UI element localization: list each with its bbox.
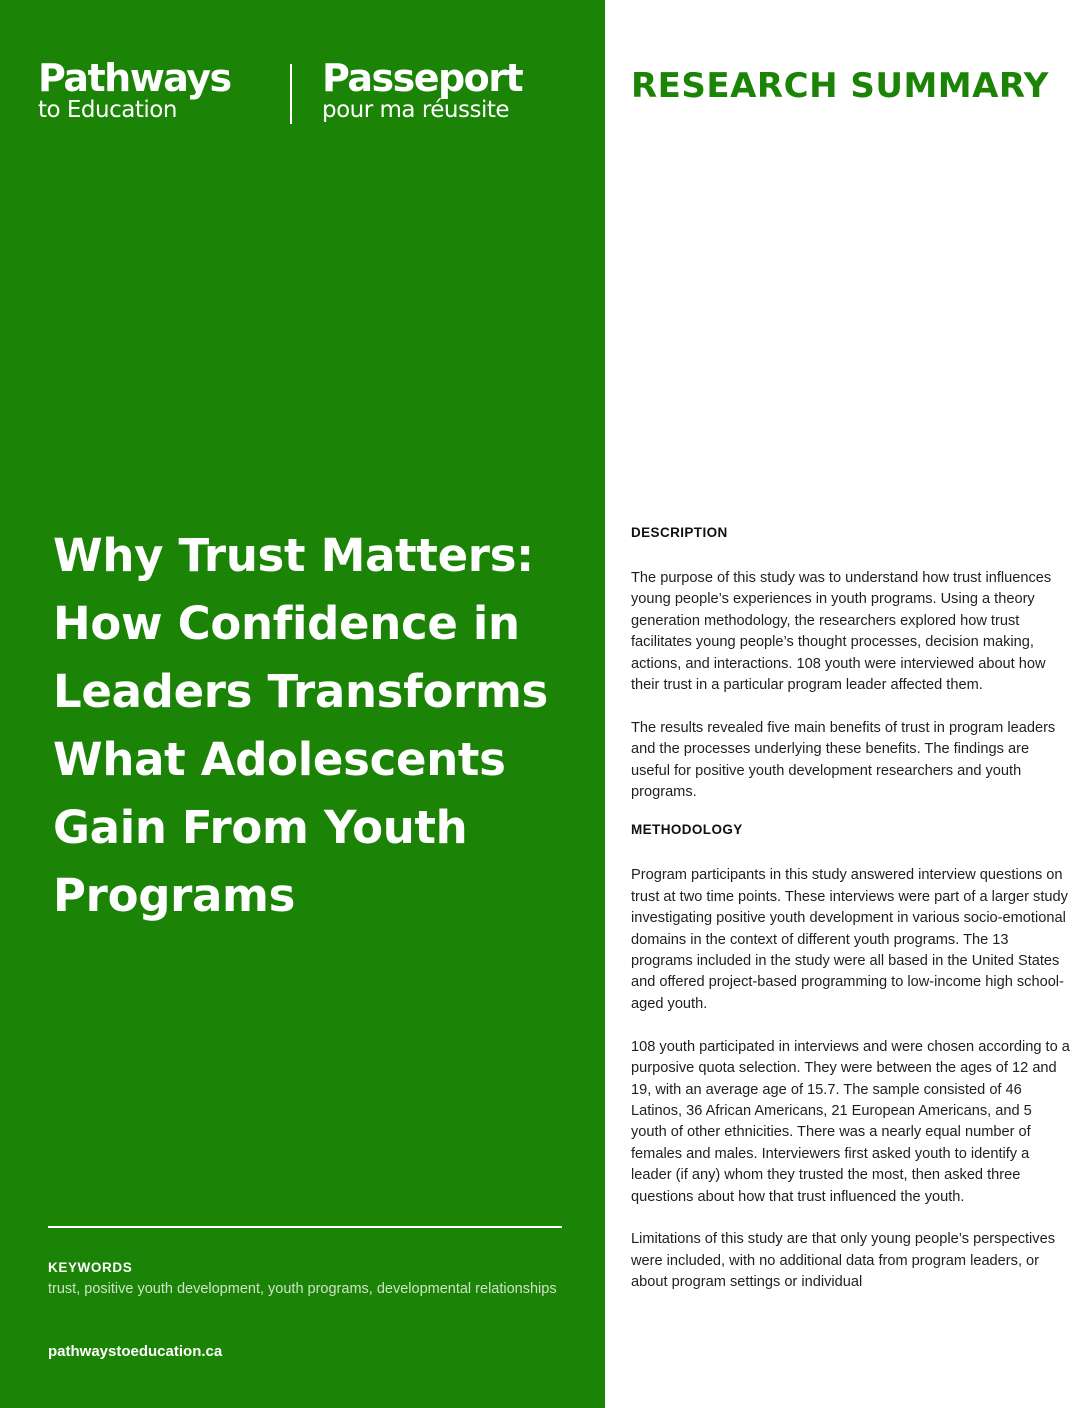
website-link[interactable]: pathwaystoeducation.ca: [48, 1343, 223, 1360]
paragraph: 108 youth participated in interviews and were chosen according to a purposive quota selection. They were between the ages of 12 and 19, with an average age of 15.7. The sample consisted of 46 Latinos, 36 African Americans, 21 European Americans, and 5 youth of other ethnicities. There was a nearly equal number of females and males. Interviewers first asked youth to identify a leader (if any) whom they trusted the most, then asked three questions about how that trust influenced the youth.: [631, 1038, 1070, 1205]
logo-en-main: Pathways: [38, 56, 231, 100]
keywords-text: trust, positive youth development, youth programs, developmental relationships: [48, 1281, 557, 1297]
summary-body: [631, 524, 1071, 1315]
logo-english: [38, 56, 231, 122]
section-heading: DESCRIPTION: [631, 525, 728, 540]
logo-french: [322, 56, 522, 122]
logo-fr-main: Passeport: [322, 56, 523, 100]
keywords-heading: KEYWORDS: [48, 1260, 133, 1275]
section-heading: METHODOLOGY: [631, 822, 743, 838]
paragraph: Program participants in this study answered interview questions on trust at two time points. These interviews were part of a larger study investigating positive youth development in various socio-emotional domains in the context of different youth programs. The 13 programs included in the study were all based in the United States and offered project-based programming to low-income high school-aged youth.: [631, 867, 1068, 1012]
document-type-label: RESEARCH SUMMARY: [631, 66, 1049, 106]
logo-en-sub: to Education: [38, 97, 177, 123]
organization-logo: [38, 56, 558, 136]
paragraph: Limitations of this study are that only young people’s perspectives were included, with no additional data from program leaders, or about program settings or individual: [631, 1231, 1056, 1291]
description-section: [631, 524, 1071, 803]
logo-fr-sub: pour ma réussite: [322, 97, 510, 123]
paragraph: The purpose of this study was to understand how trust influences young people’s experiences in youth programs. Using a theory generation methodology, the researchers explored how trust facilitates young people’s thought processes, decision making, actions, and interactions. 108 youth were interviewed about how their trust in a particular program leader affected them.: [631, 570, 1052, 694]
divider-line: [48, 1226, 562, 1228]
document-title: Why Trust Matters: How Confidence in Leaders Transforms What Adolescents Gain From Youth Programs: [53, 529, 549, 922]
methodology-section: [631, 821, 1071, 1293]
paragraph: The results revealed five main benefits of trust in program leaders and the processes underlying these benefits. The findings are useful for positive youth development researchers and youth programs.: [631, 719, 1056, 801]
logo-divider: [290, 64, 292, 124]
